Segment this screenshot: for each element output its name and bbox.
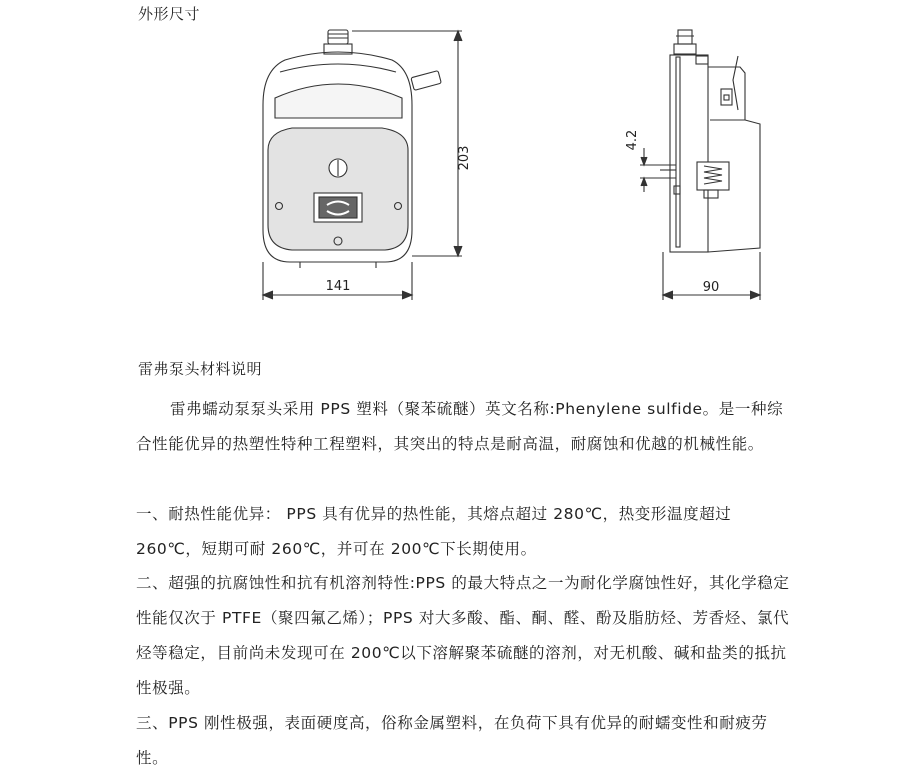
dimension-width-label: 141 [325, 279, 351, 294]
paragraph-corrosion-resistance: 二、超强的抗腐蚀性和抗有机溶剂特性:PPS 的最大特点之一为耐化学腐蚀性好，其化学稳定性能仅次于 PTFE（聚四氟乙烯）；PPS 对大多酸、酯、酮、醛、酚及脂肪烃、芳香烃、氯代烃等稳定，目前尚未发现可在 200℃以下溶解聚苯硫醚的溶剂，对无机酸、碱和盐类的抵抗性极强。 [136, 574, 790, 697]
dimension-offset-label: 4.2 [625, 129, 640, 151]
section-title-dimensions: 外形尺寸 [138, 5, 201, 23]
dimension-depth-label: 90 [702, 280, 720, 295]
paragraph-rigidity: 三、PPS 刚性极强，表面硬度高，俗称金属塑料，在负荷下具有优异的耐蠕变性和耐疲劳性。 [136, 714, 768, 767]
paragraph-intro: 雷弗蠕动泵泵头采用 PPS 塑料（聚苯硫醚）英文名称:Phenylene sulfide。是一种综合性能优异的热塑性特种工程塑料，其突出的特点是耐高温，耐腐蚀和优越的机械性能。 [136, 400, 784, 453]
pump-front-view [263, 30, 441, 268]
paragraph-heat-resistance: 一、耐热性能优异： PPS 具有优异的热性能，其熔点超过 280℃，热变形温度超过 260℃，短期可耐 260℃，并可在 200℃下长期使用。 [136, 505, 732, 558]
pump-side-view [660, 30, 760, 252]
section-title-material: 雷弗泵头材料说明 [138, 360, 263, 378]
pump-dimension-drawing [0, 0, 900, 340]
dimension-height-label: 203 [457, 145, 472, 171]
